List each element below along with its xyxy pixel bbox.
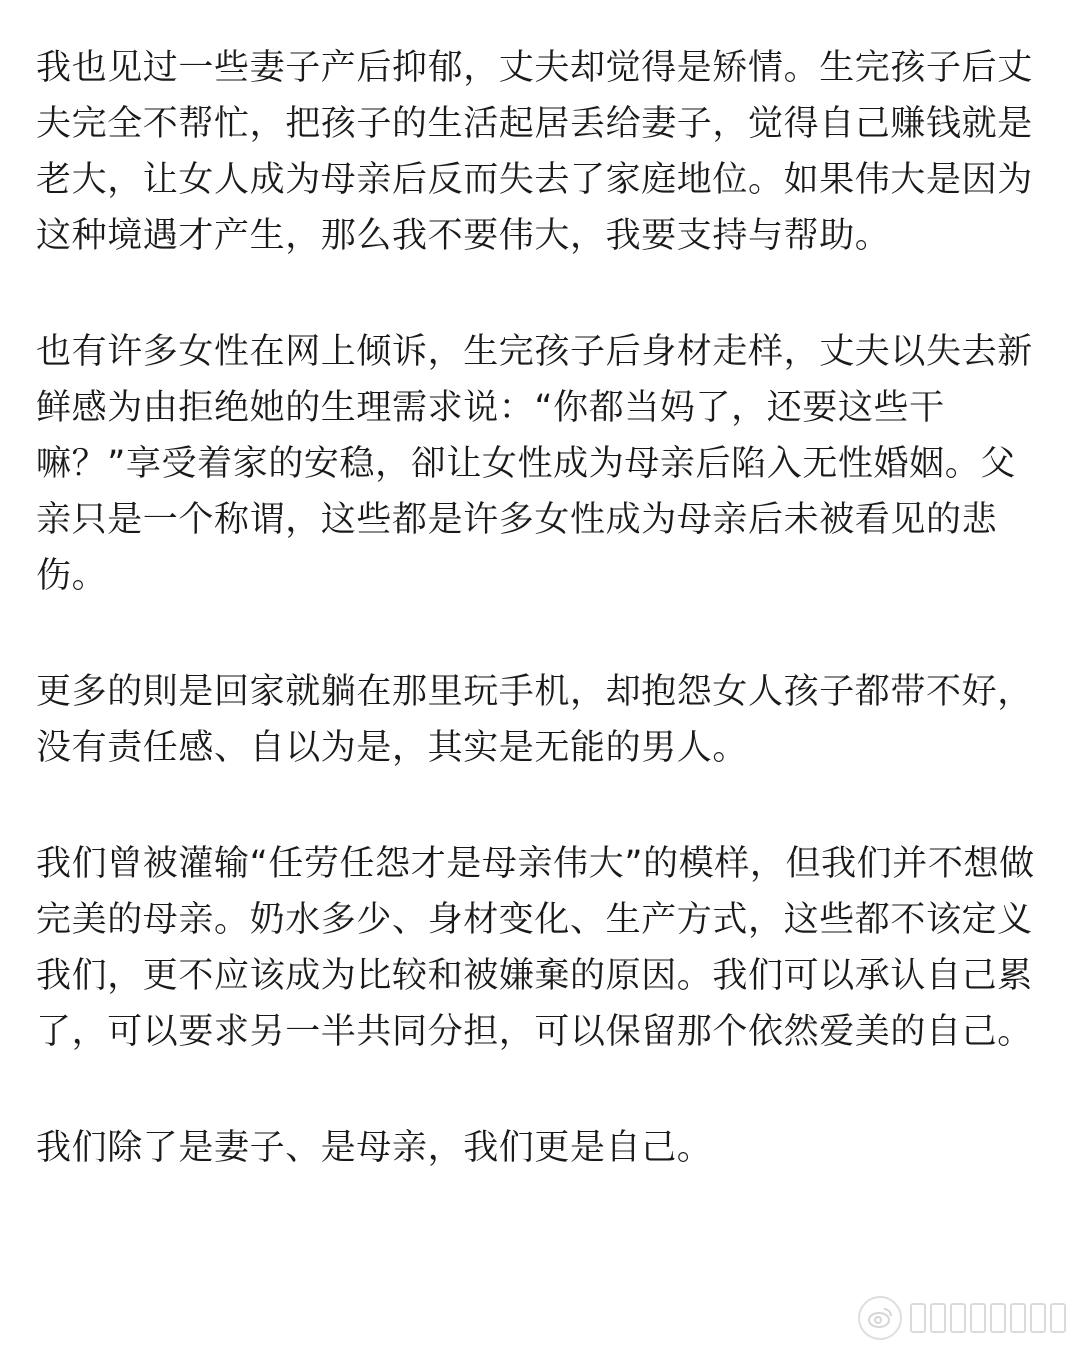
paragraph-1: 我也见过一些妻子产后抑郁，丈夫却觉得是矫情。生完孩子后丈夫完全不帮忙，把孩子的生活起居丢给妻子，觉得自己赚钱就是老大，让女人成为母亲后反而失去了家庭地位。如果伟大是因为这种境遇才产生，那么我不要伟大，我要支持与帮助。 [36,48,1033,256]
weibo-logo-icon [858,1296,902,1340]
article-body [36,40,1046,1176]
paragraph-4: 我们曾被灌输“任劳任怨才是母亲伟大”的模样，但我们并不想做完美的母亲。奶水多少、身材变化、生产方式，这些都不该定义我们，更不应该成为比较和被嫌棄的原因。我们可以承认自己累了，可以要求另一半共同分担，可以保留那个依然爱美的自己。 [36,844,1035,1052]
paragraph-2: 也有许多女性在网上倾诉，生完孩子后身材走样，丈夫以失去新鲜感为由拒绝她的生理需求说：“你都当妈了，还要这些干嘛？”享受着家的安稳，卻让女性成为母亲后陷入无性婚姻。父亲只是一个称谓，这些都是许多女性成为母亲后未被看见的悲伤。 [36,332,1033,596]
watermark [858,1296,1066,1340]
paragraph-5: 我们除了是妻子、是母亲，我们更是自己。 [36,1128,713,1168]
watermark-text-blocks [910,1303,1066,1333]
paragraph-3: 更多的則是回家就躺在那里玩手机，却抱怨女人孩子都带不好，没有责任感、自以为是，其实是无能的男人。 [36,672,1033,768]
